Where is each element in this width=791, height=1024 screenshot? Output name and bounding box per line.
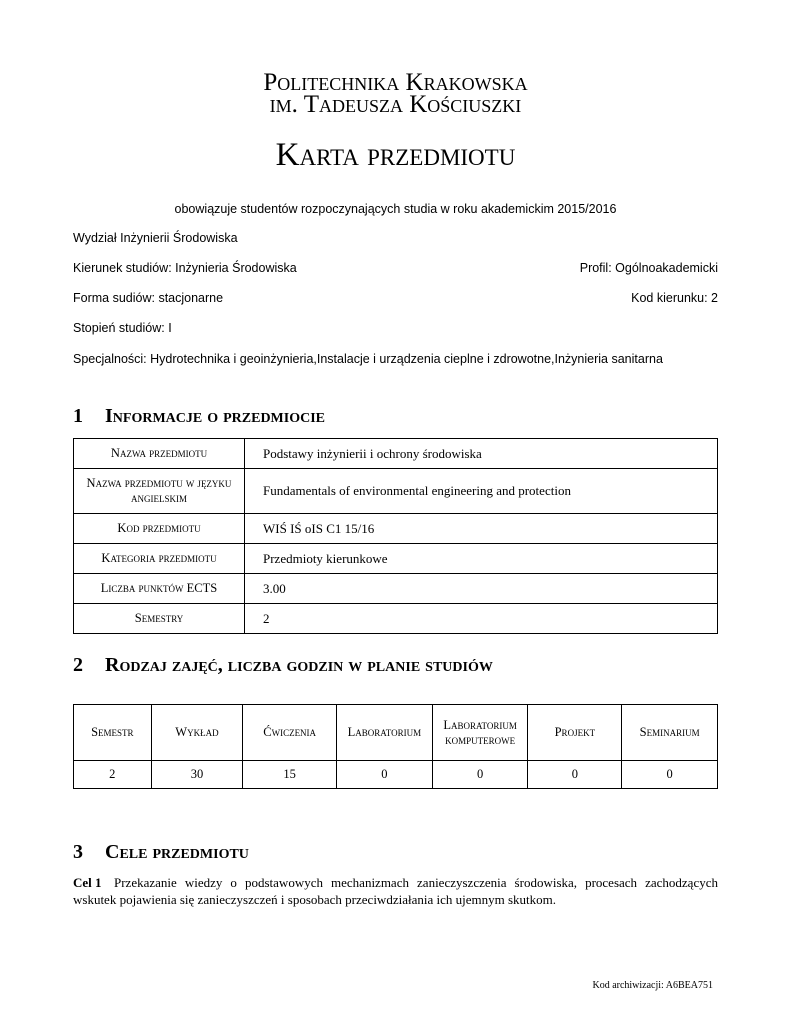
table-cell: 15 [243, 761, 337, 789]
table-cell: 30 [151, 761, 243, 789]
section-title: Informacje o przedmiocie [105, 405, 326, 427]
archive-code: Kod archiwizacji: A6BEA751 [592, 980, 713, 991]
specialties: Specjalności: Hydrotechnika i geoinżynieria,Instalacje i urządzenia cieplne i zdrowotne,Inżynieria sanitarna [73, 352, 663, 366]
info-key: Semestry [74, 604, 245, 634]
hours-table [73, 704, 718, 789]
info-value: Fundamentals of environmental engineering and protection [245, 469, 718, 514]
section-title: Rodzaj zajęć, liczba godzin w planie studiów [105, 654, 493, 676]
table-cell: 0 [528, 761, 622, 789]
field-of-study: Kierunek studiów: Inżynieria Środowiska [73, 261, 297, 275]
section-number: 2 [73, 654, 83, 676]
info-value: Podstawy inżynierii i ochrony środowiska [245, 439, 718, 469]
column-header: Semestr [74, 705, 152, 761]
table-row [74, 604, 718, 634]
goal-item [73, 874, 718, 908]
profile-label: Profil: Ogólnoakademicki [579, 261, 718, 275]
study-form: Forma sudiów: stacjonarne [73, 291, 224, 305]
info-key: Kod przedmiotu [74, 514, 245, 544]
column-header: Laboratorium komputerowe [432, 705, 528, 761]
table-row [74, 469, 718, 514]
goal-tag: Cel 1 [73, 875, 102, 890]
column-header: Wykład [151, 705, 243, 761]
goal-text: Przekazanie wiedzy o podstawowych mechanizmach zanieczyszczenia środowiska, procesach zachodzących wskutek pojawienia się zanieczyszczeń i sposobach przeciwdziałania ich ujemnym skutkom. [73, 875, 718, 907]
info-value: 2 [245, 604, 718, 634]
column-header: Projekt [528, 705, 622, 761]
info-value: WIŚ IŚ oIS C1 15/16 [245, 514, 718, 544]
section-title: Cele przedmiotu [105, 841, 249, 863]
table-row [74, 574, 718, 604]
study-level: Stopień studiów: I [73, 321, 172, 335]
table-cell: 0 [432, 761, 528, 789]
table-row [74, 514, 718, 544]
section-heading-3 [73, 841, 249, 863]
column-header: Seminarium [622, 705, 718, 761]
column-header: Laboratorium [337, 705, 433, 761]
university-name: Politechnika Krakowska [263, 69, 528, 96]
table-cell: 0 [622, 761, 718, 789]
table-row [74, 544, 718, 574]
table-row [74, 761, 718, 789]
page-title: Karta przedmiotu [275, 137, 516, 173]
field-code: Kod kierunku: 2 [631, 291, 718, 305]
section-number: 3 [73, 841, 83, 863]
section-heading-1 [73, 405, 325, 427]
university-patron: im. Tadeusza Kościuszki [269, 91, 522, 118]
info-key: Nazwa przedmiotu [74, 439, 245, 469]
applies-to-note: obowiązuje studentów rozpoczynających studia w roku akademickim 2015/2016 [174, 202, 617, 216]
info-key: Kategoria przedmiotu [74, 544, 245, 574]
table-cell: 0 [337, 761, 433, 789]
course-info-table [73, 438, 718, 634]
table-cell: 2 [74, 761, 152, 789]
info-value: 3.00 [245, 574, 718, 604]
table-row [74, 439, 718, 469]
info-key: Nazwa przedmiotu w języku angielskim [74, 469, 245, 514]
table-header-row [74, 705, 718, 761]
faculty-label: Wydział Inżynierii Środowiska [73, 231, 238, 245]
info-value: Przedmioty kierunkowe [245, 544, 718, 574]
section-number: 1 [73, 405, 83, 427]
info-key: Liczba punktów ECTS [74, 574, 245, 604]
section-heading-2 [73, 654, 493, 676]
column-header: Ćwiczenia [243, 705, 337, 761]
